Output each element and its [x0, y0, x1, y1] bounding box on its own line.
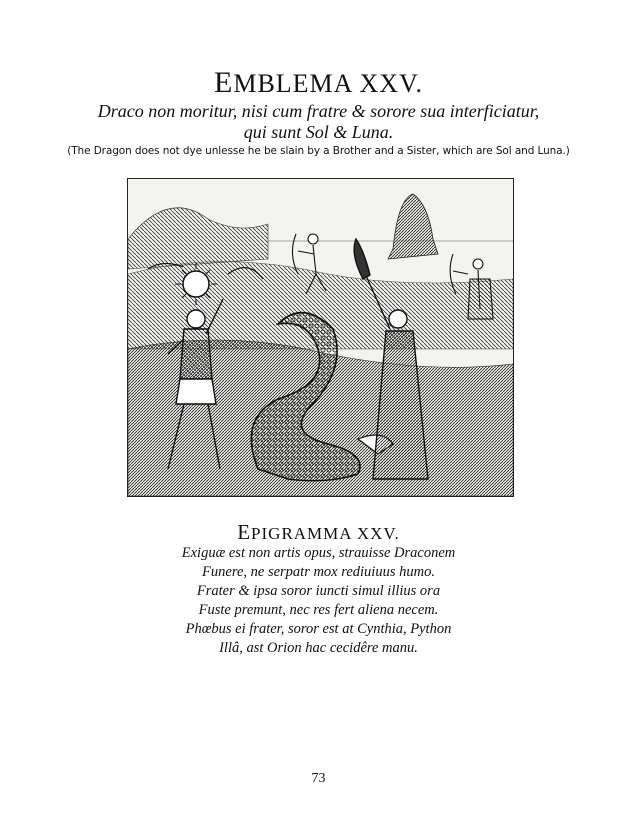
verse-line: Funere, ne serpatr mox rediuiuus humo. — [202, 564, 435, 580]
latin-motto-line-1: Draco non moritur, nisi cum fratre & sorore sua interficiatur, — [97, 101, 540, 121]
verse-line: Illâ, ast Orion hac cecidêre manu. — [219, 640, 418, 656]
verse-line: Exiguæ est non artis opus, strauisse Draconem — [181, 545, 456, 561]
verse-line: Phœbus ei frater, soror est at Cynthia, Python — [185, 621, 452, 637]
latin-motto-line-2: qui sunt Sol & Luna. — [243, 122, 394, 142]
verse-line: Fuste premunt, nec res fert aliena necem. — [198, 602, 439, 618]
emblem-engraving — [127, 178, 514, 497]
verse-line: Frater & ipsa soror iuncti simul illius ora — [196, 583, 441, 599]
emblem-title: EMBLEMA XXV. — [214, 66, 423, 99]
english-translation: (The Dragon does not dye unlesse he be slain by a Brother and a Sister, which are Sol and Luna.) — [67, 145, 570, 157]
page-number: 73 — [311, 771, 326, 786]
epigram-title: EPIGRAMMA XXV. — [237, 520, 400, 544]
